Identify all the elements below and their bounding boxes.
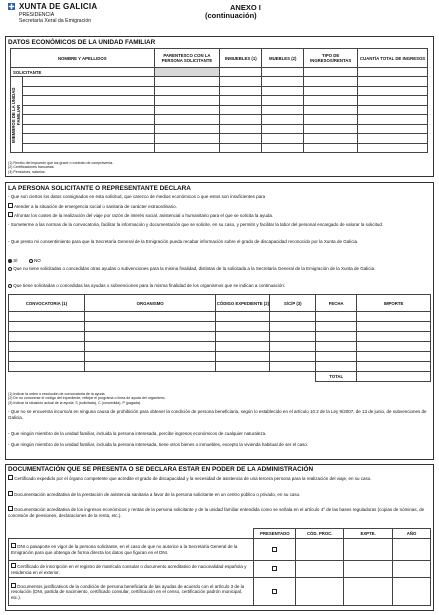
table-cell[interactable] <box>262 105 304 115</box>
no-other-aid-label: Que no tiene solicitadas o concedidas otras ayudas o subvenciones para la misma finalidad, distintas de la solicitada a la Secretaría General de la Emigración de la Xunta de Galicia. <box>13 266 376 271</box>
table-cell[interactable] <box>22 86 154 96</box>
doc-income-checkbox[interactable] <box>8 506 13 511</box>
total-label: TOTAL <box>316 372 357 382</box>
documentation-title: DOCUMENTACIÓN QUE SE PRESENTA O SE DECLARA ESTAR EN PODER DE LA ADMINISTRACIÓN <box>8 466 314 473</box>
table-cell[interactable] <box>358 134 428 144</box>
table-cell[interactable] <box>393 578 431 606</box>
table-cell[interactable] <box>220 134 262 144</box>
table-cell[interactable] <box>262 143 304 153</box>
table-cell[interactable] <box>357 362 431 372</box>
table-cell[interactable] <box>296 561 344 578</box>
table-cell[interactable] <box>270 362 316 372</box>
no-other-aid-option[interactable] <box>8 266 430 272</box>
table-cell[interactable] <box>316 332 357 342</box>
table-cell[interactable] <box>220 77 262 87</box>
consent-yes-radio[interactable] <box>8 259 12 263</box>
table-cell[interactable] <box>9 332 85 342</box>
table-cell[interactable] <box>393 539 431 561</box>
doc-health-label: Documentación acreditativa de la prestación de asistencia sanitaria a favor de la persona solicitante en un centro público o privado, en su caso. <box>14 492 301 497</box>
footnote: (2) De no conocerse el código del expediente, reflejar el programa o línea de ayuda del organismo. <box>8 396 166 401</box>
footnote: (3) Pensiones, salarios. <box>8 169 46 174</box>
col-income-type-header: TIPO DE INGRESOS/RENTAS <box>304 49 358 68</box>
table-cell[interactable] <box>22 77 154 87</box>
table-cell[interactable] <box>393 561 431 578</box>
col-organismo-header: ORGANISMO <box>84 295 216 312</box>
doc-disability-checkbox[interactable] <box>8 475 13 480</box>
table-cell[interactable] <box>316 312 357 322</box>
table-cell[interactable] <box>262 124 304 134</box>
table-cell[interactable] <box>357 342 431 352</box>
doc-id-checkbox[interactable] <box>11 543 16 548</box>
table-cell[interactable] <box>304 77 358 87</box>
presented-checkbox[interactable] <box>272 566 277 571</box>
table-cell[interactable] <box>358 143 428 153</box>
table-cell[interactable] <box>154 86 220 96</box>
col-year-header: AÑO <box>393 529 431 539</box>
table-cell[interactable] <box>270 312 316 322</box>
table-cell[interactable] <box>9 322 85 332</box>
col-income-total-header: CUANTÍA TOTAL DE INGRESOS <box>358 49 428 68</box>
row-applicant-label: SOLICITANTE <box>11 68 155 77</box>
footnote: (1) Recibo del impuesto que los grave o contrato de compraventa. <box>8 161 114 165</box>
table-cell[interactable] <box>344 561 393 578</box>
table-cell[interactable] <box>84 352 216 362</box>
table-cell[interactable] <box>154 124 220 134</box>
table-cell[interactable] <box>344 539 393 561</box>
declaration-text-8: - Que ningún miembro de la unidad familiar, incluida la persona interesada, tiene otros bienes o inmuebles, excepto la vivienda habitual de ser el caso. <box>8 442 309 447</box>
table-cell[interactable] <box>22 105 154 115</box>
table-cell[interactable] <box>216 342 270 352</box>
presented-cell[interactable] <box>254 578 296 606</box>
consent-choice <box>8 258 41 264</box>
logo-subtitle-2: Secretaría Xeral da Emigración <box>19 18 92 24</box>
other-aid-radio[interactable] <box>8 284 12 288</box>
annex-title: ANEXO I <box>230 3 261 12</box>
consent-no-radio[interactable] <box>29 259 33 263</box>
col-movable-header: MUEBLES (2) <box>262 49 304 68</box>
col-convocatoria-header: CONVOCATORIA (1) <box>9 295 85 312</box>
logo-subtitle-1: PRESIDENCIA <box>19 12 55 18</box>
table-cell[interactable] <box>84 342 216 352</box>
other-aid-table <box>8 294 431 382</box>
table-cell[interactable] <box>316 352 357 362</box>
option-travel-costs[interactable] <box>8 212 428 219</box>
table-cell[interactable] <box>216 352 270 362</box>
table-cell[interactable] <box>316 362 357 372</box>
logo-text: XUNTA DE GALICIA <box>19 2 98 11</box>
table-cell[interactable] <box>84 332 216 342</box>
table-cell[interactable] <box>262 115 304 125</box>
col-fecha-header: FECHA <box>316 295 357 312</box>
table-cell[interactable] <box>270 322 316 332</box>
table-cell[interactable] <box>357 352 431 362</box>
col-kinship-header: PARENTESCO CON LA PERSONA SOLICITANTE <box>154 49 220 68</box>
table-cell[interactable] <box>22 96 154 106</box>
table-cell[interactable] <box>357 312 431 322</box>
doc-disability-label: Certificado expedido por el órgano competente que acredite el grado de discapacidad y la necesidad de asistencia de una tercera persona para la realización del viaje, en su caso. <box>14 476 372 481</box>
col-proc-code-header: CÓD. PROC. <box>296 529 344 539</box>
table-cell[interactable] <box>270 342 316 352</box>
table-cell[interactable] <box>358 105 428 115</box>
table-cell[interactable] <box>9 362 85 372</box>
table-cell[interactable] <box>304 86 358 96</box>
table-cell[interactable] <box>216 362 270 372</box>
table-cell[interactable] <box>220 115 262 125</box>
table-cell[interactable] <box>304 96 358 106</box>
table-cell[interactable] <box>344 578 393 606</box>
table-cell[interactable] <box>220 143 262 153</box>
option-emergency[interactable] <box>8 203 428 210</box>
table-cell[interactable] <box>216 332 270 342</box>
annex-subtitle: (continuación) <box>205 11 257 20</box>
table-cell[interactable] <box>270 352 316 362</box>
footnote: (2) Certificaciones bancarias. <box>8 165 55 170</box>
table-cell[interactable] <box>262 134 304 144</box>
declaration-text-1: - Que son ciertos los datos consignados en esta solicitud, que carezco de medios económicos o que estos son insuficientes para <box>8 194 266 199</box>
table-cell[interactable] <box>262 86 304 96</box>
table-cell[interactable] <box>84 362 216 372</box>
declaration-text-3: - Que presto mi consentimiento para que la Secretaría General de la Emigración pueda recabar información sobre el grado de discapacidad reconocido por la Xunta de Galicia. <box>8 239 359 244</box>
col-codigo-header: CÓDIGO EXPEDIENTE (2) <box>216 295 270 312</box>
doc-consular-checkbox[interactable] <box>11 563 16 568</box>
docs-header-spacer <box>9 529 254 539</box>
option-emergency-checkbox[interactable] <box>8 203 13 208</box>
table-cell[interactable] <box>22 143 154 153</box>
table-cell[interactable] <box>304 105 358 115</box>
table-cell[interactable] <box>304 124 358 134</box>
doc-health-checkbox[interactable] <box>8 491 13 496</box>
declaration-text-7: - Que ningún miembro de la unidad familiar, incluida la persona interesada, percibe ingresos económicos de cualquier naturaleza. <box>8 431 267 436</box>
table-cell[interactable] <box>220 68 262 77</box>
no-other-aid-radio[interactable] <box>8 267 12 271</box>
declaration-text-2: - Someterme a las normas de la convocatoria, facilitar la información y documentación que se solicite, en su caso, y permitir y facilitar la labor del personal encargado de valorar la solicitud. <box>8 222 384 227</box>
presented-checkbox[interactable] <box>272 589 277 594</box>
doc-beneficiary-row <box>9 578 254 606</box>
total-value-cell[interactable] <box>357 372 431 382</box>
xunta-logo-icon <box>8 3 15 10</box>
col-presented-header: PRESENTADO <box>254 529 296 539</box>
table-cell[interactable] <box>358 96 428 106</box>
table-cell[interactable] <box>9 342 85 352</box>
footnote: (3) Indicar la situación actual de la ayuda: S (solicitada), C (concedida), P (pagada). <box>8 400 142 405</box>
footnote: (1) Indicar la orden o resolución de convocatoria de la ayuda. <box>8 392 106 396</box>
total-spacer <box>9 372 316 382</box>
table-cell[interactable] <box>358 77 428 87</box>
table-cell[interactable] <box>154 96 220 106</box>
doc-id-label: DNI o pasaporte en vigor de la persona solicitante, en el caso de que no autorice a la Secretaría General de la Emigración para que obtenga de forma directa los datos que figuran en el DNI. <box>11 544 238 555</box>
table-cell[interactable] <box>154 143 220 153</box>
table-cell[interactable] <box>9 312 85 322</box>
table-cell[interactable] <box>220 96 262 106</box>
table-cell[interactable] <box>84 322 216 332</box>
table-cell[interactable] <box>9 352 85 362</box>
table-cell[interactable] <box>220 86 262 96</box>
documents-table <box>8 528 431 606</box>
doc-id-row <box>9 539 254 561</box>
col-scp-header: S/C/P (3) <box>270 295 316 312</box>
other-aid-label: Que tiene solicitadas o concedidas las ayudas o subvenciones para la misma finalidad de los organismos que se indican a continuación: <box>13 283 286 288</box>
option-emergency-label: Atender a la situación de emergencia social o sanitaria de carácter extraordinario. <box>14 204 177 209</box>
presented-checkbox[interactable] <box>272 547 277 552</box>
consent-yes-label: SÍ <box>13 258 18 263</box>
table-cell[interactable] <box>358 115 428 125</box>
table-cell[interactable] <box>262 96 304 106</box>
presented-cell[interactable] <box>254 539 296 561</box>
table-cell[interactable] <box>220 124 262 134</box>
economic-footnotes <box>8 161 113 174</box>
table-cell[interactable] <box>22 115 154 125</box>
table-cell[interactable] <box>154 77 220 87</box>
table-cell[interactable] <box>154 105 220 115</box>
table-cell[interactable] <box>304 143 358 153</box>
doc-beneficiary-label: Documentos justificativos de la condición de persona beneficiaria de las ayudas de acuerdo con el artículo 3 de la resolución (DNI, partida de nacimiento, certificado consular, certificación en el censo, certificación padrón municipal, etc.). <box>11 583 245 600</box>
table-cell[interactable] <box>357 332 431 342</box>
doc-consular-row <box>9 561 254 578</box>
table-cell[interactable] <box>357 322 431 332</box>
declaration-text-6: - Que no se encuentra incurso/a en ninguna causa de prohibición para obtener la condición de persona beneficiaria, según lo establecido en el artículo 10.2 de la Ley 9/2007, de 13 de junio, de subvenciones de Galicia. <box>8 409 427 420</box>
table-cell[interactable] <box>304 134 358 144</box>
presented-cell[interactable] <box>254 561 296 578</box>
table-cell[interactable] <box>22 134 154 144</box>
economic-data-title: DATOS ECONÓMICOS DE LA UNIDAD FAMILIAR <box>8 39 156 46</box>
table-cell[interactable] <box>262 68 304 77</box>
option-travel-checkbox[interactable] <box>8 212 13 217</box>
table-cell[interactable] <box>220 105 262 115</box>
table-cell[interactable] <box>296 578 344 606</box>
aid-footnotes <box>8 392 166 405</box>
table-cell[interactable] <box>358 124 428 134</box>
table-cell[interactable] <box>304 68 358 77</box>
table-cell[interactable] <box>304 115 358 125</box>
table-cell[interactable] <box>358 68 428 77</box>
family-members-side-label: MIEMBROS DE LA UNIDAD FAMILIAR <box>11 77 23 153</box>
doc-health-care[interactable] <box>8 491 430 498</box>
table-cell[interactable] <box>270 332 316 342</box>
table-cell[interactable] <box>84 312 216 322</box>
applicant-kinship-cell <box>154 68 220 77</box>
declaration-title: LA PERSONA SOLICITANTE O REPRESENTANTE DECLARA <box>8 185 191 192</box>
option-travel-label: Afrontar los costes de la realización del viaje por razón de interés social, asistencial o humanitario para el que se solicita la ayuda. <box>14 213 274 218</box>
col-file-header: EXPTE. <box>344 529 393 539</box>
table-cell[interactable] <box>154 134 220 144</box>
table-cell[interactable] <box>154 115 220 125</box>
table-cell[interactable] <box>316 342 357 352</box>
doc-consular-label: Certificado de inscripción en el registro de matrícula consular o documento acreditativo de nacionalidad española y residencia en el exterior. <box>11 563 247 575</box>
table-cell[interactable] <box>216 312 270 322</box>
doc-income-label: Documentación acreditativa de los ingresos económicos y rentas de la persona solicitante y de la unidad familiar entendida como se señala en el artículo 4º de las bases reguladoras (copias de nóminas, de concesión de pensiones, declaraciones de la renta, etc.). <box>8 507 425 518</box>
doc-beneficiary-checkbox[interactable] <box>11 583 16 588</box>
col-importe-header: IMPORTE <box>357 295 431 312</box>
table-cell[interactable] <box>22 124 154 134</box>
consent-no-label: NO <box>34 258 41 263</box>
table-cell[interactable] <box>358 86 428 96</box>
col-name-header: NOMBRE Y APELLIDOS <box>11 49 155 68</box>
economic-table <box>10 48 428 153</box>
doc-disability-certificate[interactable] <box>8 475 430 482</box>
table-cell[interactable] <box>296 539 344 561</box>
other-aid-option[interactable] <box>8 283 430 289</box>
table-cell[interactable] <box>316 322 357 332</box>
table-cell[interactable] <box>262 77 304 87</box>
doc-income[interactable] <box>8 506 430 518</box>
col-realestate-header: INMUEBLES (1) <box>220 49 262 68</box>
table-cell[interactable] <box>216 322 270 332</box>
